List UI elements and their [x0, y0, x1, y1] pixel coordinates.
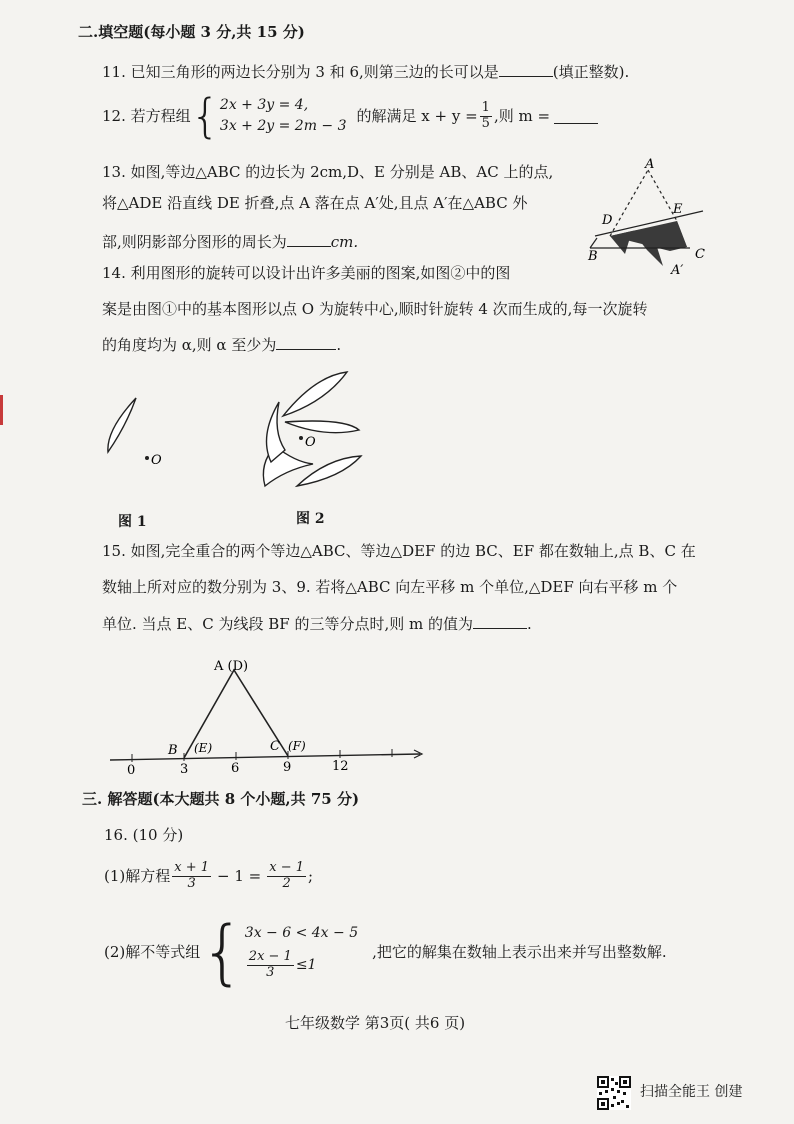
q16-p2-num: 2x − 1	[248, 949, 292, 965]
q13-label-e: E	[673, 202, 683, 217]
q14-answer-blank[interactable]	[276, 335, 336, 350]
page-edge-mark	[0, 395, 3, 425]
q12-system	[220, 95, 347, 137]
q16-p2-rel: ≤1	[295, 957, 317, 973]
q15-tick-label-0: 0	[127, 763, 136, 778]
q12-brace: {	[190, 89, 220, 143]
q12-eq2: 3x + 2y = 2m − 3	[219, 118, 347, 134]
q14-line-2: 案是由图①中的基本图形以点 O 为旋转中心,顺时针旋转 4 次而生成的,每一次旋转	[102, 300, 648, 318]
q14-petal-right	[285, 421, 359, 433]
q13-line-3	[102, 232, 358, 250]
q14-line-1: 14. 利用图形的旋转可以设计出许多美丽的图案,如图②中的图	[102, 264, 511, 282]
q16-p2-brace: {	[200, 911, 245, 993]
q13-label-b: B	[588, 249, 598, 264]
q14-line-3-text: 的角度均为 α,则 α 至少为	[102, 336, 277, 354]
q13-unit: cm.	[330, 233, 359, 251]
q15-answer-blank[interactable]	[473, 614, 527, 629]
q15-line-2: 数轴上所对应的数分别为 3、9. 若将△ABC 向左平移 m 个单位,△DEF 向右平移 m 个	[102, 578, 678, 596]
q16-p1-end: ;	[308, 866, 314, 885]
q13-answer-blank[interactable]	[287, 232, 331, 247]
q12-mid: 的解满足 x + y =	[356, 106, 478, 125]
q11-text: 11. 已知三角形的两边长分别为 3 和 6,则第三边的长可以是	[102, 63, 499, 81]
q16-p1-prefix: (1)解方程	[104, 866, 171, 885]
q12-suffix: ,则 m =	[493, 106, 551, 125]
q13-line-1: 13. 如图,等边△ABC 的边长为 2cm,D、E 分别是 AB、AC 上的点,	[102, 163, 554, 181]
q11-answer-blank[interactable]	[499, 62, 553, 77]
q14-fig1-center-dot	[145, 456, 149, 460]
scanner-watermark: 扫描全能王 创建	[640, 1084, 743, 1100]
q14-fig1-center-label: O	[151, 453, 162, 468]
q16-p1-mid: − 1 =	[217, 866, 262, 885]
q16-part-2	[104, 912, 667, 992]
q14-fig2-center-dot	[299, 436, 303, 440]
q15-label-c: C	[270, 739, 280, 754]
q16-p2-prefix: (2)解不等式组	[104, 942, 201, 961]
q14-figure-2	[255, 366, 365, 506]
q16-p1-fraction-right	[267, 861, 306, 892]
q15-label-e: (E)	[194, 741, 213, 755]
q13-dashed-ab	[610, 170, 648, 236]
q14-crescent	[108, 398, 136, 452]
q16-p2-system	[245, 923, 358, 981]
q14-line-3: 的角度均为 α,则 α 至少为 .	[102, 336, 342, 354]
section-3-title: 三. 解答题(本大题共 8 个小题,共 75 分)	[82, 790, 360, 808]
q15-label-b: B	[168, 743, 178, 758]
q15-tick-label-12: 12	[332, 759, 349, 774]
q12-eq1: 2x + 3y = 4,	[219, 97, 309, 113]
q16-p1-den-right: 2	[282, 875, 291, 891]
q12-prefix: 12. 若方程组	[102, 106, 191, 125]
q14-figure-1-caption: 图 1	[118, 514, 147, 530]
q13-line-2: 将△ADE 沿直线 DE 折叠,点 A 落在点 A′处,且点 A′在△ABC 外	[102, 194, 528, 212]
q14-petal-left	[267, 402, 286, 462]
q13-label-c: C	[695, 247, 705, 262]
question-12	[102, 89, 598, 143]
q16-part-1	[104, 856, 313, 896]
q14-petal-bottom	[297, 456, 361, 486]
q15-tick-label-9: 9	[283, 760, 292, 775]
q16-p2-eq1: 3x − 6 < 4x − 5	[244, 925, 359, 942]
q16-p1-den-left: 3	[187, 875, 196, 891]
q15-tick-label-3: 3	[180, 762, 189, 777]
q15-line-3-text: 单位. 当点 E、C 为线段 BF 的三等分点时,则 m 的值为	[102, 615, 473, 633]
q16-p1-num-right: x − 1	[269, 859, 304, 875]
q14-figure-1	[100, 390, 180, 490]
page-footer: 七年级数学 第3页( 共6 页)	[285, 1014, 466, 1032]
q13-line-3-text: 部,则阴影部分图形的周长为	[102, 233, 287, 251]
q13-side-ab	[590, 238, 597, 248]
q14-figure-2-caption: 图 2	[296, 511, 325, 527]
q12-answer-blank[interactable]	[554, 109, 598, 124]
q13-label-a-prime: A′	[671, 263, 684, 278]
qr-code-icon	[597, 1076, 631, 1110]
q15-number-line	[110, 754, 420, 760]
q13-label-a: A	[645, 158, 655, 172]
q15-line-1: 15. 如图,完全重合的两个等边△ABC、等边△DEF 的边 BC、EF 都在数轴上,点 B、C 在	[102, 542, 696, 560]
q15-label-top: A (D)	[214, 659, 249, 674]
q16-p2-den: 3	[266, 965, 275, 980]
q16-p2-fraction	[247, 950, 294, 981]
q14-petal-top	[283, 372, 347, 416]
section-2-title: 二.填空题(每小题 3 分,共 15 分)	[78, 23, 305, 41]
q15-line-3: 单位. 当点 E、C 为线段 BF 的三等分点时,则 m 的值为 .	[102, 615, 532, 633]
q16-p2-eq2	[245, 950, 358, 981]
q11-suffix: (填正整数).	[552, 63, 630, 81]
q12-frac-num: 1	[481, 99, 490, 115]
q14-fig2-center-label: O	[305, 435, 316, 450]
q12-fraction	[480, 101, 492, 132]
q12-frac-den: 5	[481, 115, 490, 131]
q16-p1-fraction-left	[172, 861, 211, 892]
q16-p1-num-left: x + 1	[174, 859, 210, 875]
q16-title: 16. (10 分)	[104, 826, 184, 844]
q15-label-f: (F)	[288, 739, 306, 753]
q13-label-d: D	[602, 213, 613, 228]
question-11	[102, 62, 629, 80]
q13-triangle-figure	[585, 158, 710, 280]
q15-number-line-figure	[100, 650, 440, 780]
q16-p2-suffix: ,把它的解集在数轴上表示出来并写出整数解.	[372, 942, 667, 961]
q15-tick-label-6: 6	[231, 761, 240, 776]
